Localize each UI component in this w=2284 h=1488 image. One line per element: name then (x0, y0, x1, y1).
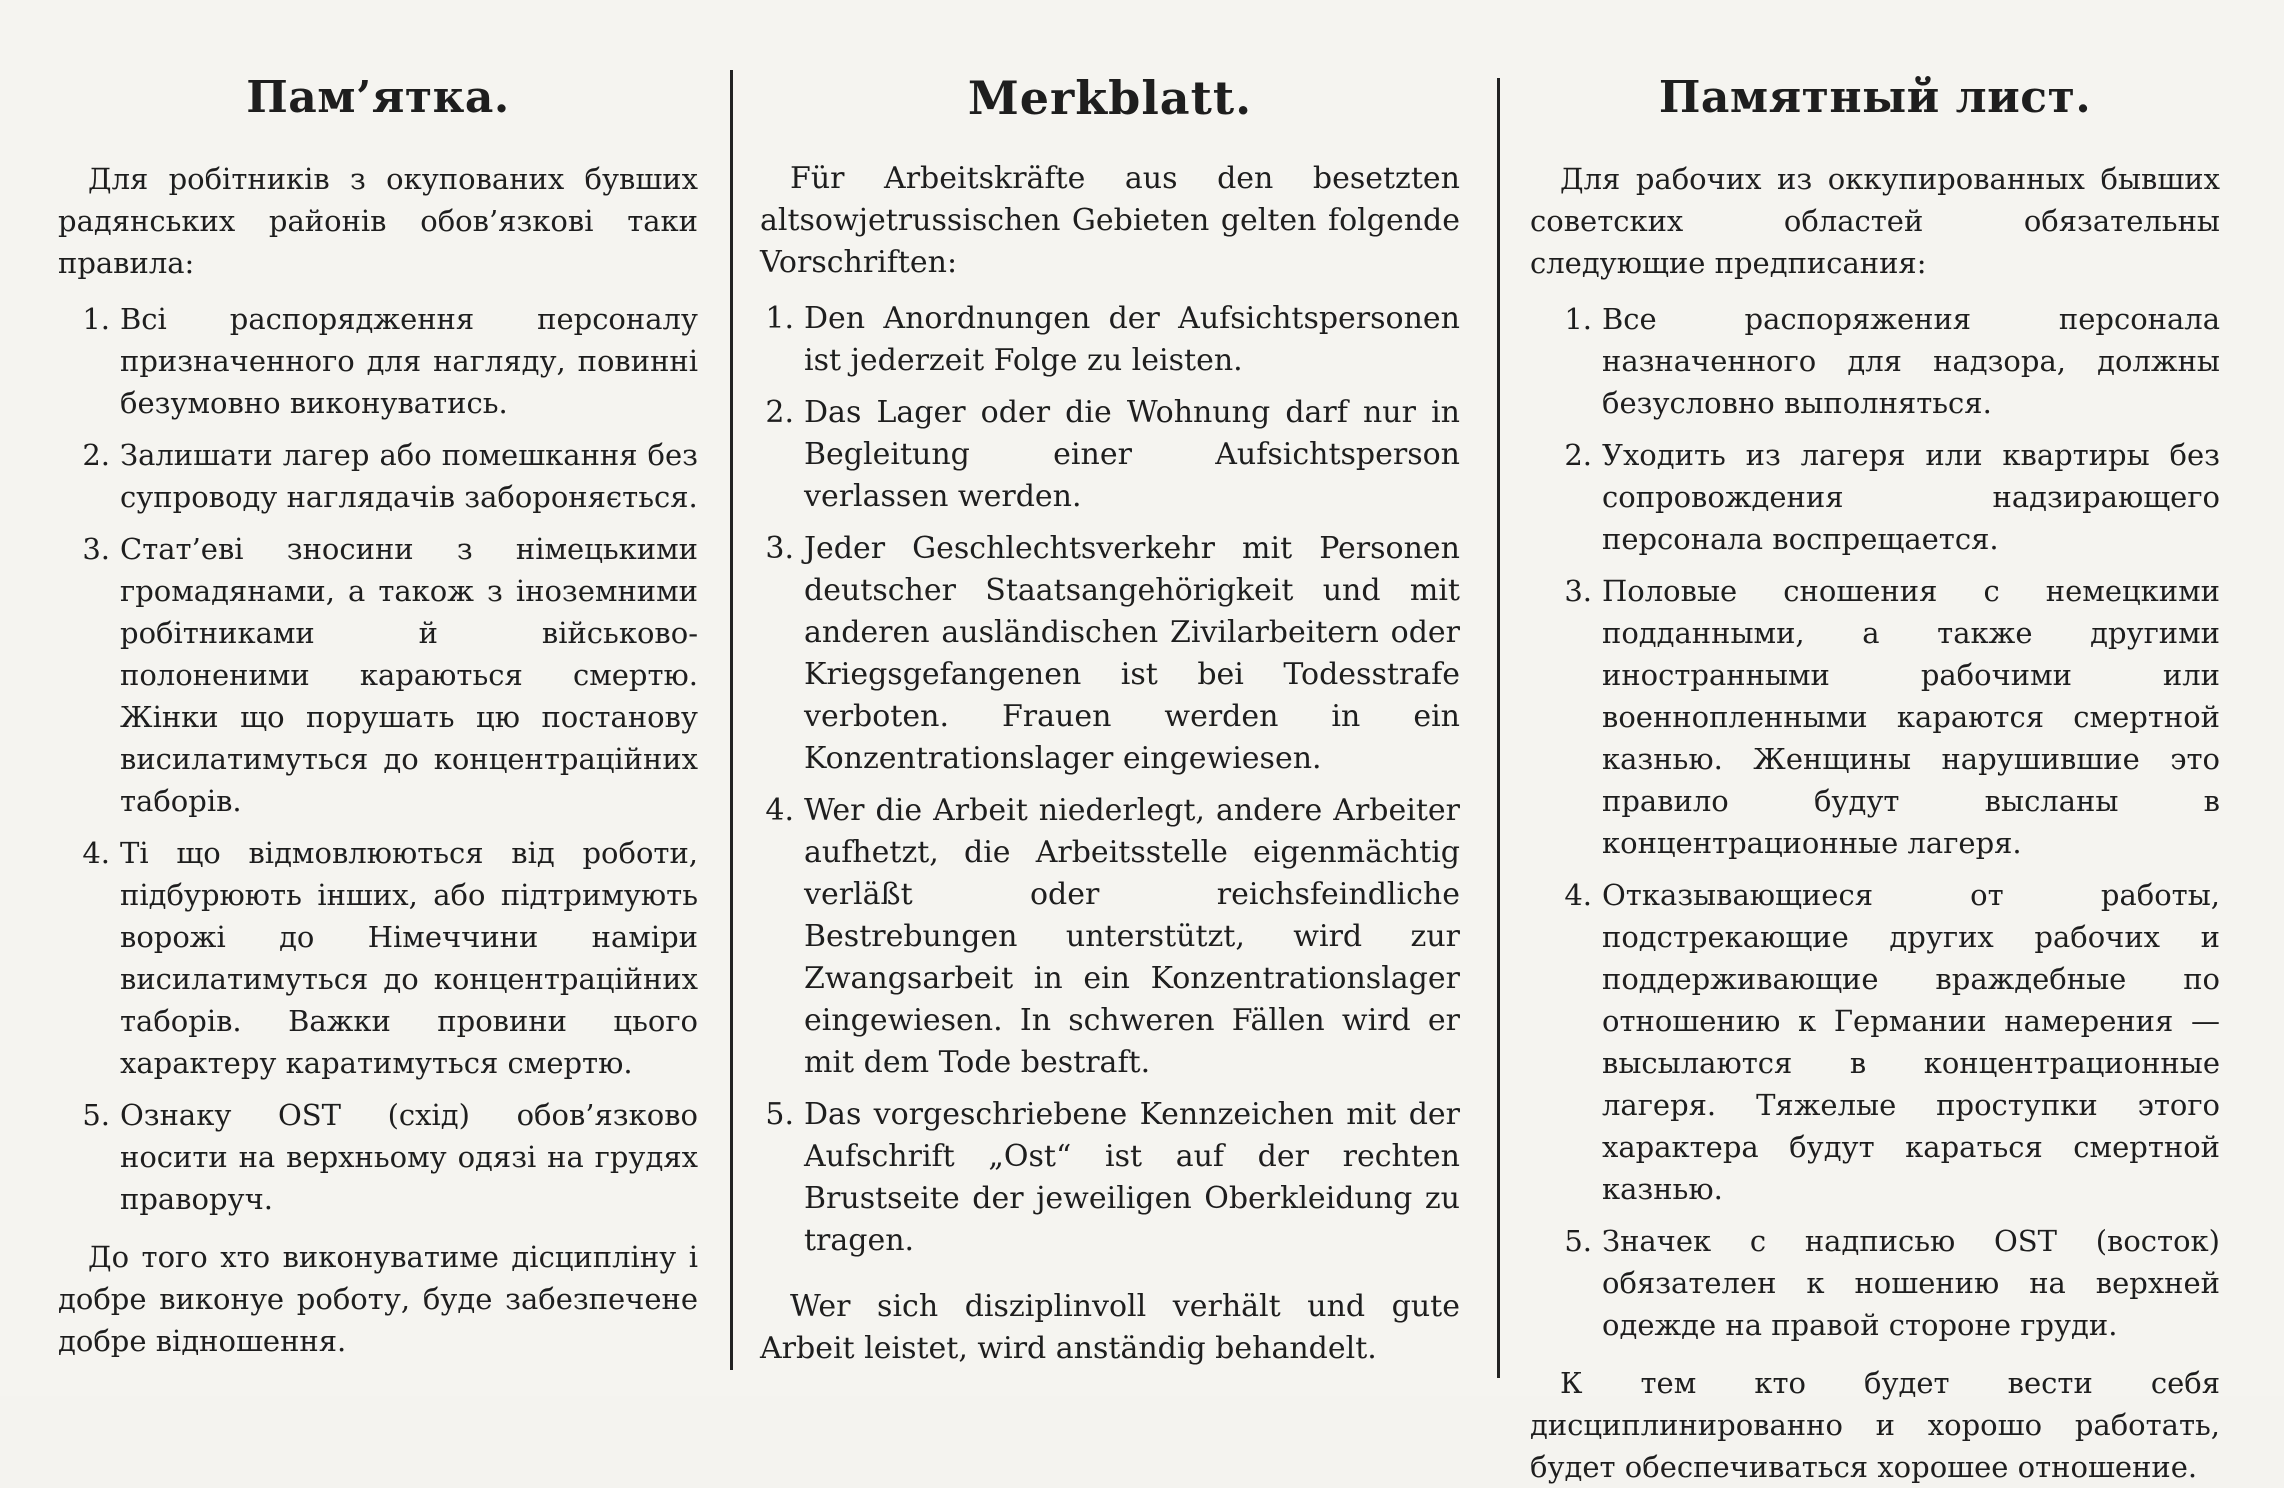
intro-german: Für Arbeitskräfte aus den besetzten altsowjetrussischen Gebieten gelten folgende Vorschriften: (760, 161, 1460, 280)
rules-list-german (760, 298, 1460, 1262)
rule-text: Все распоряжения персонала назначенного для надзора, должны безусловно выполняться. (1602, 302, 2220, 420)
rule-item (58, 298, 698, 424)
rule-number: 3. (1564, 574, 1592, 608)
column-divider (1497, 78, 1500, 1378)
rule-number: 4. (82, 836, 110, 870)
rule-item (1530, 434, 2220, 560)
rule-item (760, 1094, 1460, 1262)
rule-text: Половые сношения с немецкими подданными, а также другими иностранными рабочими или военнопленными караются смертной казнью. Женщины нарушившие это правило будут высланы в концентрационные лагеря. (1602, 574, 2220, 860)
rule-item (1530, 1220, 2220, 1346)
intro-russian: Для рабочих из оккупированных бывших советских областей обязательны следующие предписания: (1530, 162, 2220, 280)
rule-item (58, 528, 698, 822)
rule-number: 3. (765, 531, 794, 566)
rule-item (760, 790, 1460, 1084)
column-russian (1530, 58, 2220, 1488)
rule-item (1530, 570, 2220, 864)
rule-number: 5. (1564, 1224, 1592, 1258)
rule-number: 2. (82, 438, 110, 472)
rule-text: Залишати лагер або помешкання без супроводу наглядачів забороняється. (120, 438, 698, 514)
rule-number: 1. (1564, 302, 1592, 336)
rule-text: Das Lager oder die Wohnung darf nur in Begleitung einer Aufsichtsperson verlassen werden. (804, 395, 1460, 514)
rule-text: Ті що відмовлюються від роботи, підбурюють інших, або підтримують ворожі до Німеччини наміри висилатимуться до концентраційних таборів. Важки провини цього характеру каратимуться смертю. (120, 836, 698, 1080)
closing-ukrainian: До того хто виконуватиме дісципліну і добре виконуе роботу, буде забезпечене добре відношення. (58, 1240, 698, 1358)
rule-text: Ознаку OST (схід) обов’язково носити на верхньому одязі на грудях праворуч. (120, 1098, 698, 1216)
column-divider (730, 70, 733, 1370)
rule-item (760, 528, 1460, 780)
title-german: Merkblatt. (967, 71, 1253, 125)
rule-number: 2. (1564, 438, 1592, 472)
rule-text: Das vorgeschriebene Kennzeichen mit der Aufschrift „Ost“ ist auf der rechten Brustseite der jeweiligen Oberkleidung zu tragen. (804, 1097, 1460, 1258)
rule-text: Уходить из лагеря или квартиры без сопровождения надзирающего персонала воспрещается. (1602, 438, 2220, 556)
column-ukrainian (58, 58, 698, 1362)
rule-text: Значек с надписью OST (восток) обязателен к ношению на верхней одежде на правой стороне груди. (1602, 1224, 2220, 1342)
rule-item (58, 832, 698, 1084)
rule-item (58, 1094, 698, 1220)
rule-item (58, 434, 698, 518)
rule-text: Jeder Geschlechtsverkehr mit Personen deutscher Staatsangehörigkeit und mit anderen ausländischen Zivilarbeitern oder Kriegsgefangenen ist bei Todesstrafe verboten. Frauen werden in ein Konzentrationslager eingewiesen. (804, 531, 1460, 776)
rule-item (1530, 874, 2220, 1210)
rules-list-ukrainian (58, 298, 698, 1220)
rule-number: 4. (765, 793, 794, 828)
title-russian: Памятный лист. (1658, 72, 2092, 123)
rules-list-russian (1530, 298, 2220, 1346)
closing-russian: К тем кто будет вести себя дисциплинированно и хорошо работать, будет обеспечиваться хорошее отношение. (1530, 1366, 2220, 1484)
closing-german: Wer sich disziplinvoll verhält und gute Arbeit leistet, wird anständig behandelt. (760, 1289, 1460, 1366)
rule-item (760, 392, 1460, 518)
intro-ukrainian: Для робітників з окупованих бувших радянських районів обов’язкові таки правила: (58, 162, 698, 280)
rule-number: 5. (765, 1097, 794, 1132)
title-ukrainian: Пам’ятка. (246, 72, 510, 123)
rule-text: Всі распорядження персоналу призначенного для нагляду, повинні безумовно виконуватись. (120, 302, 698, 420)
rule-text: Стат’еві зносини з німецькими громадянами, а також з іноземними робітниками й військово-полоненими караються смертю. Жінки що порушать цю постанову висилатимуться до концентраційних таборів. (120, 532, 698, 818)
rule-item (1530, 298, 2220, 424)
rule-number: 1. (765, 301, 794, 336)
rule-text: Отказывающиеся от работы, подстрекающие других рабочих и поддерживающие враждебные по отношению к Германии намерения — высылаются в концентрационные лагеря. Тяжелые проступки этого характера будут караться смертной казнью. (1602, 878, 2220, 1206)
rule-text: Wer die Arbeit niederlegt, andere Arbeiter aufhetzt, die Arbeitsstelle eigenmächtig verläßt oder reichsfeindliche Bestrebungen unterstützt, wird zur Zwangsarbeit in ein Konzentrationslager eingewiesen. In schweren Fällen wird er mit dem Tode bestraft. (804, 793, 1460, 1080)
rule-number: 4. (1564, 878, 1592, 912)
rule-number: 1. (82, 302, 110, 336)
rule-item (760, 298, 1460, 382)
rule-text: Den Anordnungen der Aufsichtspersonen ist jederzeit Folge zu leisten. (804, 301, 1460, 378)
rule-number: 2. (765, 395, 794, 430)
rule-number: 5. (82, 1098, 110, 1132)
rule-number: 3. (82, 532, 110, 566)
column-german (760, 58, 1460, 1370)
